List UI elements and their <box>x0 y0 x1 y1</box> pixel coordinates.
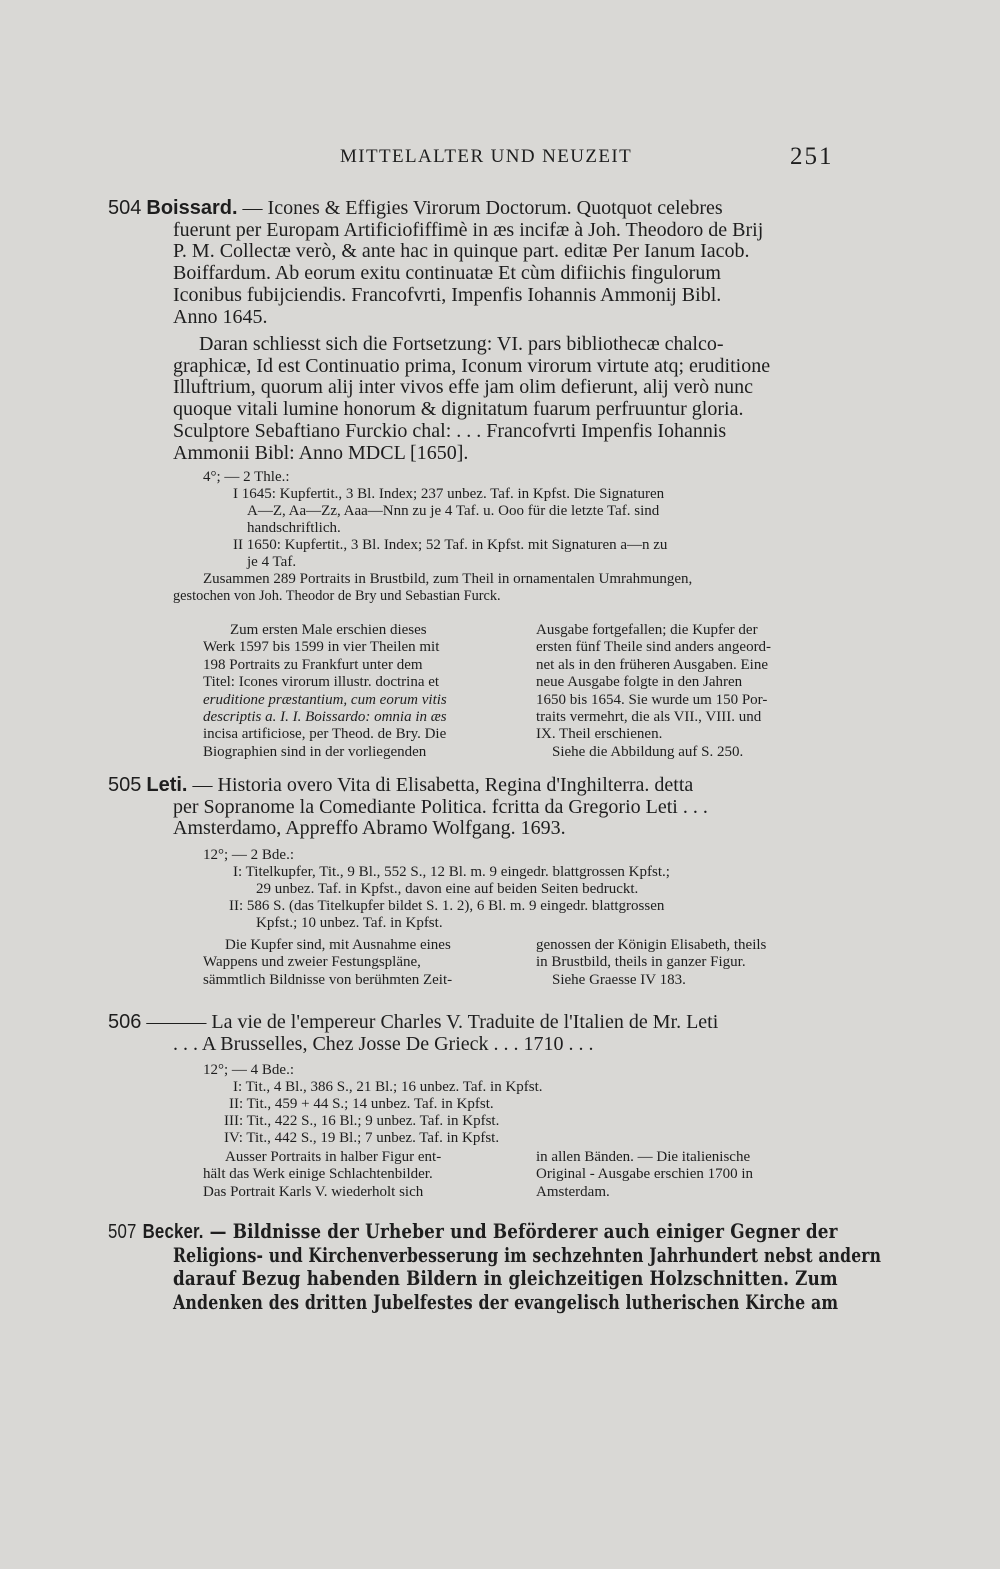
note-line: Siehe Graesse IV 183. <box>552 971 686 988</box>
entry-504-title-cont <box>173 220 838 329</box>
running-head <box>0 143 1000 176</box>
title-line: Andenken des dritten Jubelfestes der evangelisch lutherischen Kirche am <box>173 1289 839 1314</box>
title-line: — Historia overo Vita di Elisabetta, Regina d'Inghilterra. detta <box>192 774 694 796</box>
entry-author: Leti. <box>146 774 188 796</box>
title-line: P. M. Collectæ verò, & ante hac in quinque part. editæ Per Ianum Iacob. <box>173 240 750 263</box>
note-line: Siehe die Abbildung auf S. 250. <box>552 743 744 760</box>
collation-line: I: Titelkupfer, Tit., 9 Bl., 552 S., 12 Bl. m. 9 eingedr. blattgrossen Kpfst.; <box>233 864 670 880</box>
entry-507-title-cont <box>173 1242 882 1315</box>
title-line: Iconibus fubijciendis. Francofvrti, Impenfis Iohannis Ammonij Bibl. <box>173 283 722 306</box>
note-line: Zum ersten Male erschien dieses <box>230 622 427 638</box>
entry-number: 505 <box>108 774 142 796</box>
collation-line: 29 unbez. Taf. in Kpfst., davon eine auf beiden Seiten bedruckt. <box>256 881 639 897</box>
ditto-dash: ——— <box>146 1011 207 1033</box>
entry-506-title <box>108 1012 838 1034</box>
continuation-line: quoque vitali lumine honorum & dignitatum fuarum perfruuntur gloria. <box>173 398 744 421</box>
note-line: ersten fünf Theile sind anders angeord- <box>536 639 772 656</box>
continuation-line: Illuftrium, quorum alij inter vivos effe jam olim defierunt, alij verò nunc <box>173 376 754 399</box>
title-line: — Bildnisse der Urheber und Beförderer auch einiger Gegner der <box>209 1219 838 1243</box>
entry-number: 506 <box>108 1011 142 1033</box>
entry-505-title <box>108 775 838 797</box>
note-line: Biographien sind in der vorliegenden <box>203 743 427 760</box>
title-line: Boiffardum. Ab eorum exitu continuatæ Et cùm difiichis fingulorum <box>173 262 721 285</box>
continuation-line: Daran schliesst sich die Fortsetzung: VI. pars bibliothecæ chalco- <box>199 333 724 355</box>
collation-line: II: 586 S. (das Titelkupfer bildet S. 1. 2), 6 Bl. m. 9 eingedr. blattgrossen <box>229 898 665 914</box>
entry-505-collation <box>203 847 843 932</box>
note-line: Werk 1597 bis 1599 in vier Theilen mit <box>203 639 440 656</box>
note-line: Titel: Icones virorum illustr. doctrina et <box>203 674 440 691</box>
title-line: darauf Bezug habenden Bildern in gleichzeitigen Holzschnitten. Zum <box>173 1266 838 1290</box>
note-line: Ausser Portraits in halber Figur ent- <box>225 1149 442 1165</box>
entry-506-collation <box>203 1062 843 1147</box>
entry-504-continuation <box>173 334 838 464</box>
note-line: Das Portrait Karls V. wiederholt sich <box>203 1183 424 1200</box>
note-line: Original - Ausgabe erschien 1700 in <box>536 1166 754 1183</box>
note-line: incisa artificiose, per Theod. de Bry. Die <box>203 726 447 743</box>
continuation-line: Ammonii Bibl: Anno MDCL [1650]. <box>173 441 469 464</box>
note-line: eruditione præstantium, cum eorum vitis <box>203 691 447 708</box>
note-line: in Brustbild, theils in ganzer Figur. <box>536 954 746 971</box>
collation-line: I 1645: Kupfertit., 3 Bl. Index; 237 unbez. Taf. in Kpfst. Die Signaturen <box>233 486 665 502</box>
note-line: Wappens und zweier Festungspläne, <box>203 954 421 971</box>
entry-author: Becker. <box>142 1221 204 1243</box>
note-right-column <box>536 1149 841 1201</box>
collation-line: II: Tit., 459 + 44 S.; 14 unbez. Taf. in Kpfst. <box>229 1096 494 1112</box>
running-title: MITTELALTER UND NEUZEIT <box>340 146 633 167</box>
entry-507-title <box>108 1220 838 1245</box>
note-line: Amsterdam. <box>536 1183 610 1200</box>
entry-506-title-cont <box>173 1034 838 1056</box>
title-line: Religions- und Kirchenverbesserung im sechzehnten Jahrhundert nebst andern <box>173 1242 882 1267</box>
note-line: traits vermehrt, die als VII., VIII. und <box>536 709 762 726</box>
note-line: in allen Bänden. — Die italienische <box>536 1149 751 1165</box>
collation-line: IV: Tit., 442 S., 19 Bl.; 7 unbez. Taf. in Kpfst. <box>224 1130 500 1146</box>
collation-line: je 4 Taf. <box>247 554 297 570</box>
note-line: genossen der Königin Elisabeth, theils <box>536 937 767 953</box>
note-line: 1650 bis 1654. Sie wurde um 150 Por- <box>536 691 768 708</box>
title-line: . . . A Brusselles, Chez Josse De Grieck . . . 1710 . . . <box>173 1032 594 1055</box>
note-line: Ausgabe fortgefallen; die Kupfer der <box>536 622 758 638</box>
title-line: per Sopranome la Comediante Politica. fcritta da Gregorio Leti . . . <box>173 795 708 818</box>
collation-line: A—Z, Aa—Zz, Aaa—Nnn zu je 4 Taf. u. Ooo für die letzte Taf. sind <box>247 503 660 519</box>
note-line: descriptis a. I. I. Boissardo: omnia in æs <box>203 709 447 726</box>
entry-505-title-cont <box>173 797 838 840</box>
entry-author: Boissard. <box>146 197 238 219</box>
collation-line: 12°; — 2 Bde.: <box>203 847 294 863</box>
title-line: La vie de l'empereur Charles V. Traduite de l'Italien de Mr. Leti <box>211 1011 719 1033</box>
collation-line: III: Tit., 422 S., 16 Bl.; 9 unbez. Taf. in Kpfst. <box>224 1113 500 1129</box>
page-number: 251 <box>790 143 834 170</box>
title-line: — Icones & Effigies Virorum Doctorum. Quotquot celebres <box>242 197 723 219</box>
collation-line: Kpfst.; 10 unbez. Taf. in Kpfst. <box>256 915 443 931</box>
note-line: 198 Portraits zu Frankfurt unter dem <box>203 656 423 673</box>
entry-504-title <box>108 198 838 220</box>
note-line: sämmtlich Bildnisse von berühmten Zeit- <box>203 971 453 988</box>
collation-line: gestochen von Joh. Theodor de Bry und Sebastian Furck. <box>173 588 501 604</box>
note-left-column <box>203 622 508 761</box>
note-left-column <box>203 937 508 989</box>
collation-line: II 1650: Kupfertit., 3 Bl. Index; 52 Taf. in Kpfst. mit Signaturen a—n zu <box>233 537 668 553</box>
entry-number: 504 <box>108 197 142 219</box>
note-line: hält das Werk einige Schlachtenbilder. <box>203 1166 433 1183</box>
collation-line: 4°; — 2 Thle.: <box>203 469 290 485</box>
note-line: neue Ausgabe folgte in den Jahren <box>536 674 743 691</box>
title-line: Amsterdamo, Appreffo Abramo Wolfgang. 1693. <box>173 817 566 840</box>
collation-line: Zusammen 289 Portraits in Brustbild, zum Theil in ornamentalen Umrahmungen, <box>203 571 693 587</box>
title-line: Anno 1645. <box>173 305 268 328</box>
note-line: Die Kupfer sind, mit Ausnahme eines <box>225 937 451 953</box>
continuation-line: graphicæ, Id est Continuatio prima, Iconum virorum virtute atq; eruditione <box>173 354 771 377</box>
collation-line: 12°; — 4 Bde.: <box>203 1062 294 1078</box>
collation-line: handschriftlich. <box>247 520 341 536</box>
continuation-line: Sculptore Sebaftiano Furckio chal: . . . Francofvrti Impenfis Iohannis <box>173 419 727 442</box>
note-line: net als in den früheren Ausgaben. Eine <box>536 656 769 673</box>
note-line: IX. Theil erschienen. <box>536 726 663 743</box>
entry-number: 507 <box>108 1221 137 1243</box>
note-right-column <box>536 937 841 989</box>
title-line: fuerunt per Europam Artificiofiffimè in æs incifæ à Joh. Theodoro de Brij <box>173 218 764 241</box>
note-left-column <box>203 1149 508 1201</box>
collation-line: I: Tit., 4 Bl., 386 S., 21 Bl.; 16 unbez. Taf. in Kpfst. <box>233 1079 543 1095</box>
note-right-column <box>536 622 841 761</box>
entry-504-collation <box>173 469 843 605</box>
